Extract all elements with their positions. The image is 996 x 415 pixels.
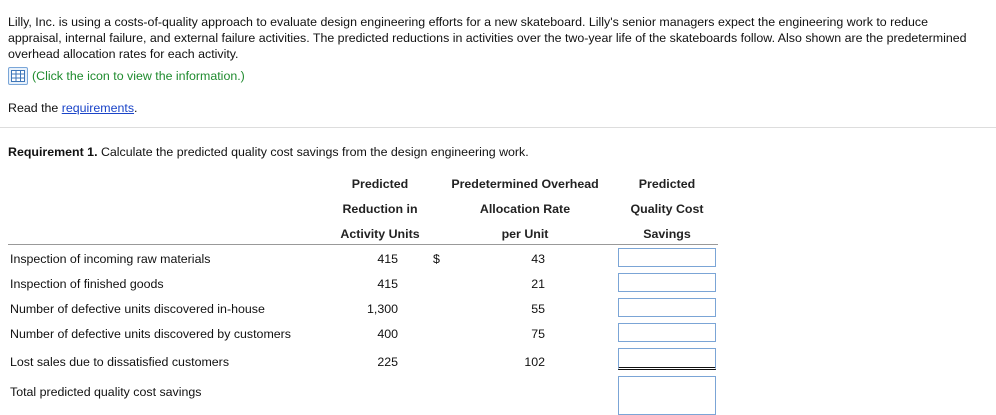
header-savings-line2: Quality Cost xyxy=(630,202,704,216)
header-units-line2: Reduction in xyxy=(342,202,418,216)
row-label-defects-inhouse: Number of defective units discovered in-house xyxy=(10,302,265,316)
header-rate-line3: per Unit xyxy=(501,227,549,241)
header-rule xyxy=(8,244,718,245)
savings-input-lost-sales[interactable] xyxy=(618,348,716,370)
requirement-heading xyxy=(8,145,529,159)
savings-input-incoming-inspection[interactable] xyxy=(618,248,716,267)
table-grid-icon[interactable] xyxy=(8,67,28,85)
requirement-text: Calculate the predicted quality cost savings from the design engineering work. xyxy=(97,145,529,159)
units-defects-customers: 400 xyxy=(377,327,398,341)
units-defects-inhouse: 1,300 xyxy=(366,302,398,316)
currency-symbol: $ xyxy=(433,252,440,266)
row-label-finished-inspection: Inspection of finished goods xyxy=(10,277,164,291)
units-incoming-inspection: 415 xyxy=(377,252,398,266)
savings-input-finished-inspection[interactable] xyxy=(618,273,716,292)
header-savings-line3: Savings xyxy=(643,227,691,241)
problem-description: Lilly, Inc. is using a costs-of-quality approach to evaluate design engineering efforts for a new skateboard. Lilly's senior managers expect the engineering work to reduce appraisal, internal failure, and external failure activities. The predicted reductions in activities over the two-year life of the skateboards follow. Also shown are the predetermined overhead allocation rates for each activity. xyxy=(8,15,967,61)
header-savings-line1: Predicted xyxy=(638,177,696,191)
rate-finished-inspection: 21 xyxy=(531,277,545,291)
requirement-number: Requirement 1. xyxy=(8,145,98,159)
row-label-incoming-inspection: Inspection of incoming raw materials xyxy=(10,252,211,266)
row-label-lost-sales: Lost sales due to dissatisfied customers xyxy=(10,355,230,369)
header-rate-line2: Allocation Rate xyxy=(479,202,571,216)
info-row xyxy=(8,66,245,86)
read-requirements-line xyxy=(8,101,138,115)
rate-incoming-inspection: 43 xyxy=(531,252,545,266)
rate-defects-inhouse: 55 xyxy=(531,302,545,316)
savings-input-defects-customers[interactable] xyxy=(618,323,716,342)
header-units-line1: Predicted xyxy=(351,177,409,191)
header-units-line3: Activity Units xyxy=(340,227,420,241)
units-lost-sales: 225 xyxy=(377,355,398,369)
row-label-total: Total predicted quality cost savings xyxy=(10,385,202,399)
requirements-link[interactable]: requirements xyxy=(61,101,135,115)
rate-lost-sales: 102 xyxy=(524,355,545,369)
read-suffix: . xyxy=(134,101,138,115)
units-finished-inspection: 415 xyxy=(377,277,398,291)
rate-defects-customers: 75 xyxy=(531,327,545,341)
savings-input-defects-inhouse[interactable] xyxy=(618,298,716,317)
savings-input-total[interactable] xyxy=(618,376,716,415)
view-information-link[interactable]: (Click the icon to view the information.) xyxy=(32,69,245,83)
section-divider xyxy=(0,127,996,128)
header-rate-line1: Predetermined Overhead xyxy=(451,177,599,191)
row-label-defects-customers: Number of defective units discovered by customers xyxy=(10,327,291,341)
read-prefix: Read the xyxy=(8,101,62,115)
